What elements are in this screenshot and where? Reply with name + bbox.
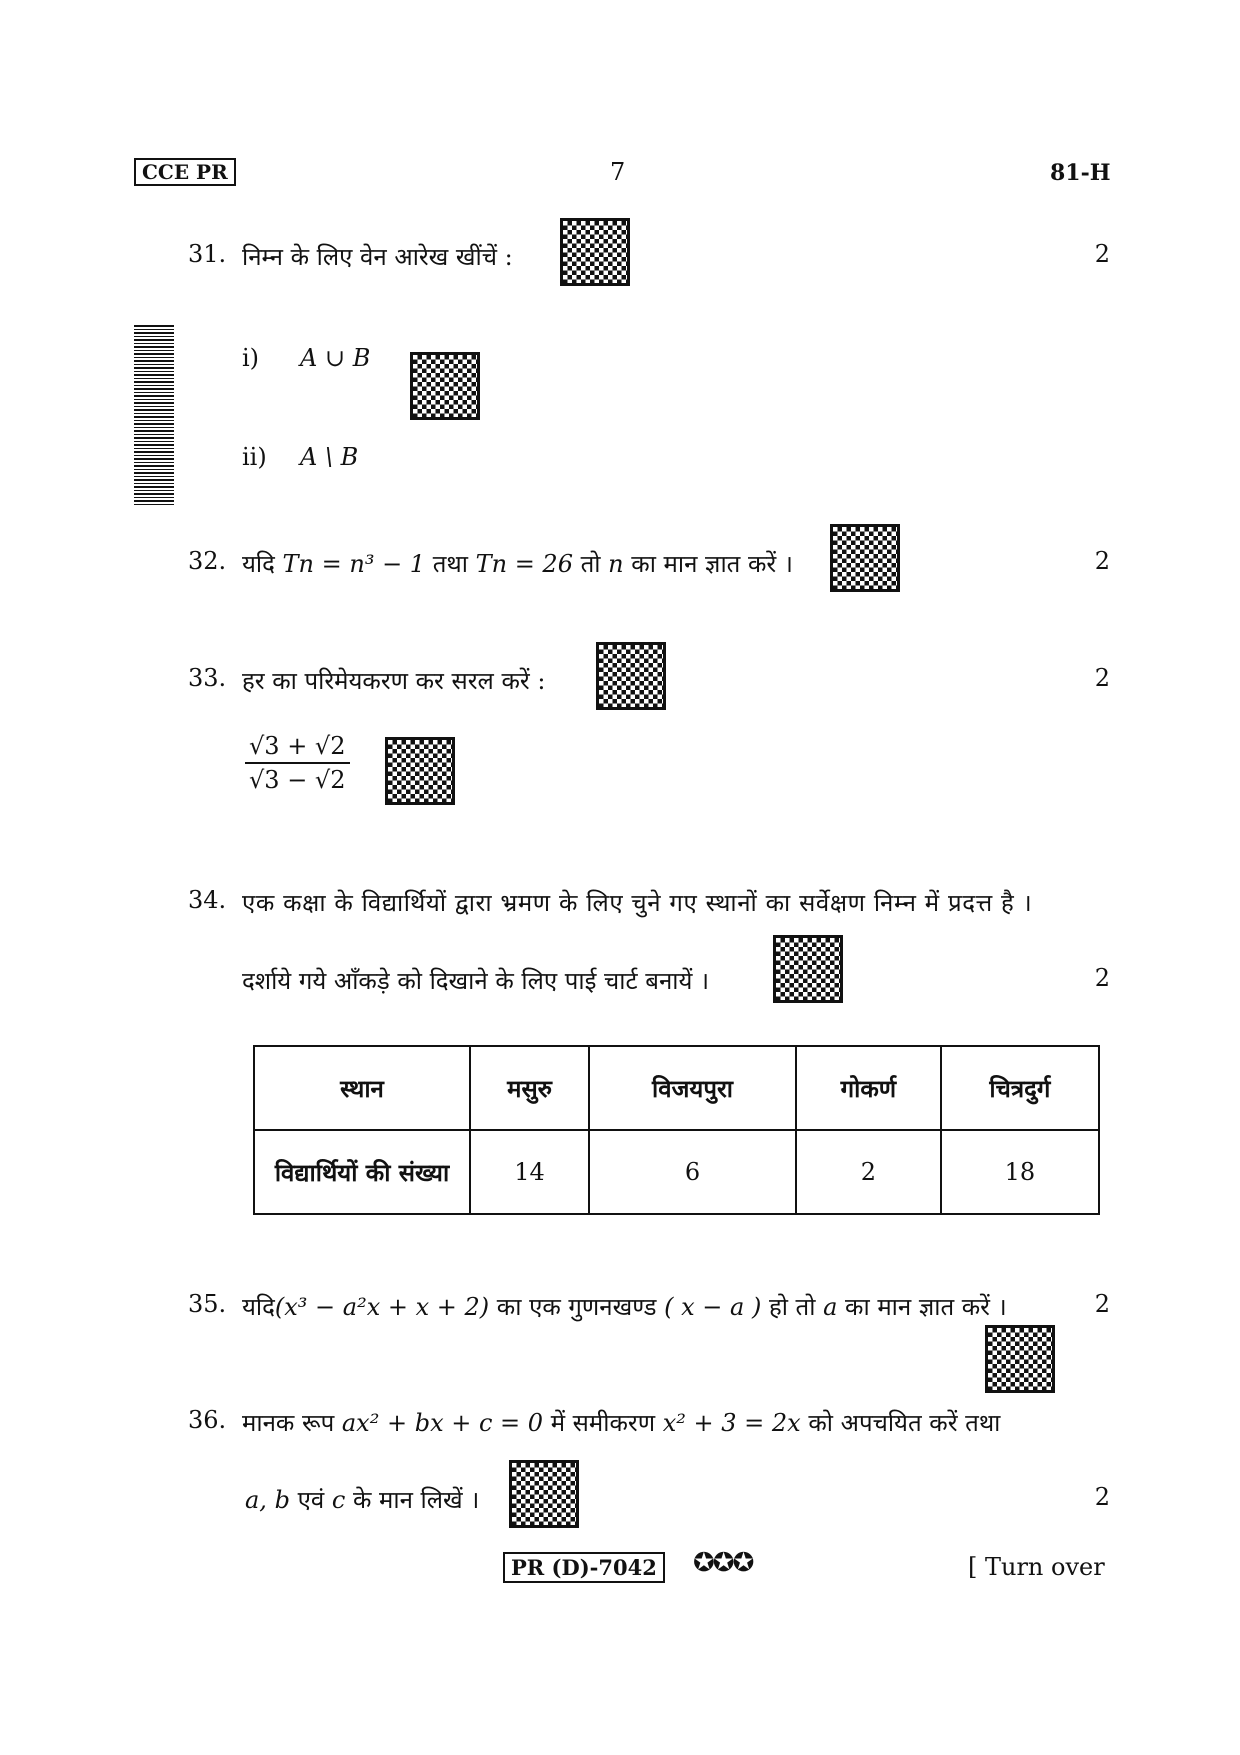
q32-post: तो bbox=[580, 550, 601, 578]
q35-marks: 2 bbox=[1094, 1290, 1110, 1318]
q35-mid: का एक गुणनखण्ड bbox=[496, 1293, 657, 1321]
q35-expr: (x³ − a²x + x + 2) bbox=[274, 1293, 490, 1321]
q36-var-c: c bbox=[331, 1486, 346, 1514]
q32-expr1: Tn = n³ − 1 bbox=[282, 550, 426, 578]
q36-and: एवं bbox=[297, 1486, 325, 1514]
q31-marks: 2 bbox=[1094, 240, 1110, 268]
q35-line bbox=[242, 1290, 1007, 1323]
q36-mid: में समीकरण bbox=[550, 1409, 656, 1437]
q34-number: 34. bbox=[188, 886, 227, 914]
qr-code-q32 bbox=[830, 524, 900, 592]
table-header-cell: गोकर्ण bbox=[796, 1046, 941, 1130]
q35-post: हो तो bbox=[768, 1293, 816, 1321]
table-cell: 6 bbox=[589, 1130, 796, 1214]
qr-code-q33-fraction bbox=[385, 737, 455, 805]
header-left-code: CCE PR bbox=[134, 158, 236, 186]
table-header-cell: विजयपुरा bbox=[589, 1046, 796, 1130]
q36-post: को अपचयित करें तथा bbox=[808, 1409, 1001, 1437]
table-header-cell: चित्रदुर्ग bbox=[941, 1046, 1099, 1130]
q35-number: 35. bbox=[188, 1290, 227, 1318]
q35-pre: यदि bbox=[242, 1293, 275, 1321]
q36-form: ax² + bx + c = 0 bbox=[341, 1409, 544, 1437]
page-number: 7 bbox=[610, 158, 626, 186]
turn-over-label: [ Turn over bbox=[968, 1553, 1105, 1581]
q31-part-i-expr: A ∪ B bbox=[300, 344, 371, 372]
q36-number: 36. bbox=[188, 1406, 227, 1434]
q32-tail: का मान ज्ञात करें । bbox=[631, 550, 793, 578]
q32-pre: यदि bbox=[242, 550, 275, 578]
survey-table bbox=[253, 1045, 1100, 1215]
table-row-label: विद्यार्थियों की संख्या bbox=[254, 1130, 470, 1214]
q32-number: 32. bbox=[188, 547, 227, 575]
q35-var: a bbox=[823, 1293, 838, 1321]
q31-part-ii-expr: A \ B bbox=[300, 443, 359, 471]
q34-line2: दर्शाये गये आँकड़े को दिखाने के लिए पाई चार्ट बनायें । bbox=[242, 967, 710, 995]
q36-marks: 2 bbox=[1094, 1483, 1110, 1511]
q33-numerator: √3 + √2 bbox=[245, 732, 350, 764]
table-cell: 2 bbox=[796, 1130, 941, 1214]
q36-line2 bbox=[245, 1483, 479, 1516]
q32-line bbox=[242, 547, 793, 580]
q31-part-i-label: i) bbox=[242, 344, 260, 372]
table-header-cell: मसुरु bbox=[470, 1046, 589, 1130]
q31-number: 31. bbox=[188, 240, 227, 268]
qr-code-q35 bbox=[985, 1325, 1055, 1393]
q36-line1 bbox=[242, 1406, 1000, 1439]
header-right-code: 81-H bbox=[1050, 160, 1111, 186]
q36-tail: के मान लिखें । bbox=[352, 1486, 480, 1514]
qr-code-q31 bbox=[560, 218, 630, 286]
q35-factor: ( x − a ) bbox=[664, 1293, 762, 1321]
table-header-row bbox=[254, 1046, 1099, 1130]
q33-marks: 2 bbox=[1094, 664, 1110, 692]
table-cell: 14 bbox=[470, 1130, 589, 1214]
table-cell: 18 bbox=[941, 1130, 1099, 1214]
q31-part-ii-label: ii) bbox=[242, 443, 267, 471]
footer-code: PR (D)-7042 bbox=[503, 1552, 665, 1583]
qr-code-q31-i bbox=[410, 352, 480, 420]
q36-equation: x² + 3 = 2x bbox=[662, 1409, 801, 1437]
table-header-cell: स्थान bbox=[254, 1046, 470, 1130]
q36-pre: मानक रूप bbox=[242, 1409, 335, 1437]
barcode bbox=[134, 325, 174, 505]
table-row bbox=[254, 1130, 1099, 1214]
q33-number: 33. bbox=[188, 664, 227, 692]
q36-vars: a, b bbox=[245, 1486, 290, 1514]
qr-code-q36 bbox=[509, 1460, 579, 1528]
q32-expr2: Tn = 26 bbox=[475, 550, 573, 578]
q32-mid: तथा bbox=[432, 550, 468, 578]
q33-denominator: √3 − √2 bbox=[249, 766, 346, 794]
qr-code-q34 bbox=[773, 935, 843, 1003]
q32-var: n bbox=[608, 550, 624, 578]
q34-marks: 2 bbox=[1094, 964, 1110, 992]
q33-fraction bbox=[245, 732, 350, 794]
q33-text: हर का परिमेयकरण कर सरल करें : bbox=[242, 667, 546, 695]
q32-marks: 2 bbox=[1094, 547, 1110, 575]
q35-tail: का मान ज्ञात करें । bbox=[845, 1293, 1007, 1321]
q31-text: निम्न के लिए वेन आरेख खींचें : bbox=[242, 243, 513, 271]
qr-code-q33 bbox=[596, 642, 666, 710]
footer-symbols: ✪✪✪ bbox=[693, 1548, 753, 1578]
q34-line1: एक कक्षा के विद्यार्थियों द्वारा भ्रमण के लिए चुने गए स्थानों का सर्वेक्षण निम्न में प्रदत्त है । bbox=[242, 889, 1033, 917]
